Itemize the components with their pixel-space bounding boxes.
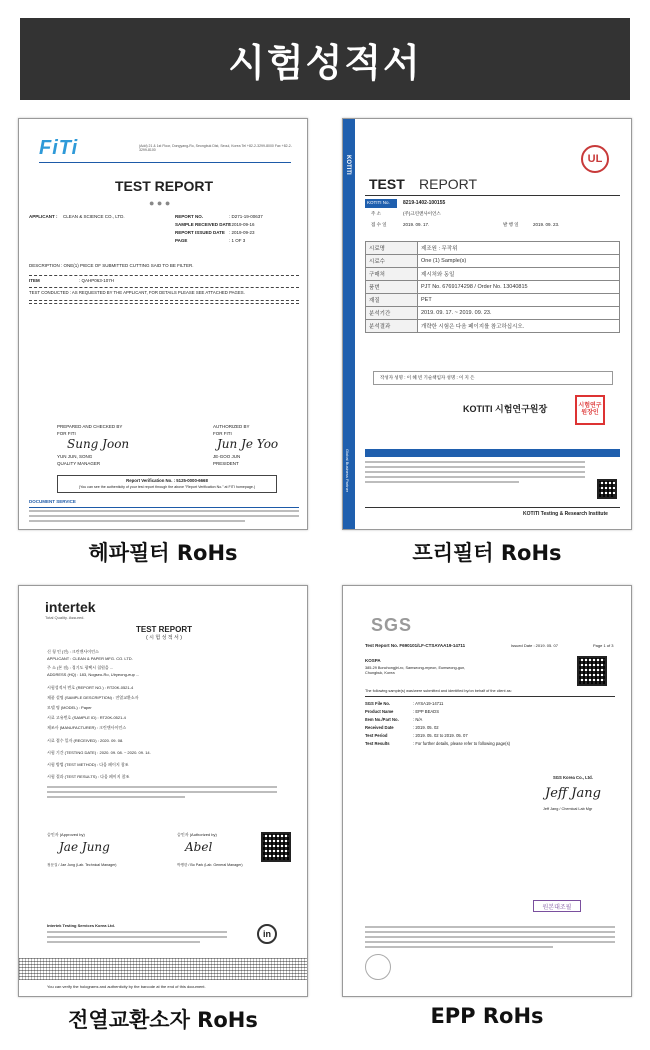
info-row: 시험 결과 (TEST RESULTS) : 다음 페이지 참조 — [47, 774, 130, 779]
qr-code — [261, 832, 291, 862]
approved-signature: Jae Jung — [59, 840, 110, 854]
field-value: : 1 OF 3 — [229, 238, 246, 243]
field-label: REPORT NO. — [175, 214, 204, 219]
contact-lines — [365, 461, 585, 486]
tagline: Total Quality. Assured. — [45, 615, 85, 620]
intertek-mark-icon: in — [257, 924, 277, 944]
info-row: 주 소 (본 점) : 경기도 평택시 칠원읍 ... — [47, 665, 114, 670]
seal-name: KOTITI 시험연구원장 — [463, 404, 548, 414]
hepa-filter-report[interactable] — [18, 118, 308, 530]
prefilter-report[interactable] — [342, 118, 632, 530]
hologram-strip — [19, 958, 308, 980]
disclaimer — [365, 926, 615, 951]
footer-note: You can verify the holograms and authenticity by the barcode at the end of this document. — [47, 984, 206, 989]
field-value: : 2019-09-23 — [229, 230, 255, 235]
approved-label: 승인자 (Approved by) — [47, 832, 85, 837]
field-value: : N/A — [413, 717, 423, 722]
item-value: : QAHP063-107H — [79, 278, 115, 283]
auth-name: 박병한 / Bo Park (Lab. General Manager) — [177, 863, 243, 867]
info-row: 시료 접수 일자 (RECEIVED) : 2020. 09. 08. — [47, 738, 124, 743]
caption-hepa: 헤파필터 RoHs — [88, 541, 238, 565]
report-no: Test Report No. F690101/LF-CTSAYAA19-14711 — [365, 643, 466, 648]
report-title: TEST REPORT — [135, 625, 192, 634]
company-address — [47, 931, 227, 946]
epp-report[interactable] — [342, 585, 632, 997]
report-title-a: TEST — [369, 176, 405, 192]
field-label: SGS File No. — [365, 701, 391, 706]
dots: ● ● ● — [149, 198, 171, 208]
caption-epp: EPP RoHs — [430, 1004, 544, 1028]
auth-label: 승인자 (Authorized by) — [177, 832, 217, 837]
applicant-value: CLEAN & SCIENCE CO., LTD. — [63, 214, 125, 219]
side-small: Global Business Partner — [345, 449, 350, 493]
signature-row: 작성자 성명 : 이 혜 빈 기술책임자 성명 : 이 지 은 — [373, 371, 613, 385]
ul-logo: UL — [581, 145, 609, 173]
field-label: Received Date — [365, 725, 394, 730]
info-row: 시험성적서 번호 (REPORT NO.) : RT20K-0521-4 — [47, 685, 134, 690]
field-value: : For further details, please refer to following page(s) — [413, 741, 511, 746]
report-no: 8219-1402-100155 — [403, 200, 446, 206]
qr-code — [577, 656, 607, 686]
info-row: APPLICANT : CLEAN & PAPER MFG. CO. LTD. — [47, 656, 133, 661]
fine-print — [29, 510, 299, 525]
heat-exchange-report[interactable] — [18, 585, 308, 997]
report-title: TEST REPORT — [114, 178, 213, 194]
received-date: 2019. 09. 17. — [403, 222, 430, 227]
prepared-for: FOR FITI — [57, 431, 76, 436]
auth-signature: Abel — [185, 840, 213, 854]
report-no-label: KOTITI No. — [367, 200, 390, 205]
issue-date: 2019. 09. 23. — [533, 222, 560, 227]
original-verified-stamp: 원본대조필 — [533, 900, 581, 912]
red-seal-stamp: 시험연구원장인 — [575, 395, 605, 425]
prepared-name: YUN JUN, SONG — [57, 454, 93, 459]
field-value: : AYSA19-14711 — [413, 701, 444, 706]
page-header — [20, 18, 630, 100]
field-value: : 2019-09-16 — [229, 222, 255, 227]
date-label: 접 수 일 — [371, 222, 387, 227]
field-label: SAMPLE RECEIVED DATE — [175, 222, 232, 227]
applicant: (주)크린앤사이언스 — [403, 211, 441, 216]
info-row: 제품 설명 (SAMPLE DESCRIPTION) : 전열교환소자 — [47, 695, 139, 700]
sgs-seal-icon — [365, 954, 391, 980]
page-number: Page 1 of 3 — [593, 643, 614, 648]
institute-footer: KOTITI Testing & Research Institute — [523, 511, 608, 517]
sgs-korea: SGS Korea Co., Ltd. — [553, 775, 593, 780]
document-service-label: DOCUMENT SERVICE — [29, 499, 76, 504]
info-row: 시험 기간 (TESTING DATE) : 2020. 09. 08. ~ 2020. 09. 14. — [47, 750, 151, 755]
info-row: ADDRESS (HQ) : 183, Nogseo-Ro, Uiryeong-eup ... — [47, 672, 140, 677]
test-conducted: TEST CONDUCTED : AS REQUESTED BY THE APPLICANT, FOR DETAILS PLEASE SEE ATTACHED PAGES. — [29, 290, 245, 295]
company-name: Intertek Testing Services Korea Ltd. — [47, 923, 115, 928]
auth-name: JE-GOO JUN — [213, 454, 241, 459]
signatory: Jeff Jang / Chemical Lab Mgr — [543, 807, 593, 811]
applicant-label: 주 소 — [371, 211, 381, 216]
info-row: 신 청 인 (전) : 크린앤사이언스 — [47, 649, 99, 654]
qr-code — [597, 479, 617, 499]
page-title: 시험성적서 — [228, 40, 422, 85]
field-label: PAGE — [175, 238, 188, 243]
intertek-logo: intertek — [45, 599, 96, 615]
field-label: Test Period — [365, 733, 388, 738]
info-row: 시험 방법 (TEST METHOD) : 다음 페이지 참조 — [47, 762, 129, 767]
auth-for: FOR FITI — [213, 431, 232, 436]
caption-heat-exchange: 전열교환소자 RoHs — [68, 1008, 258, 1032]
info-row: 시료 고유번호 (SAMPLE ID) : RT20K-0521-4 — [47, 715, 126, 720]
side-logo: KOTITI — [345, 155, 351, 175]
prepared-title: QUALITY MANAGER — [57, 461, 101, 466]
prepared-label: PREPARED AND CHECKED BY — [57, 424, 123, 429]
auth-signature: Jun Je Yoo — [217, 437, 279, 451]
auth-label: AUTHORIZED BY — [213, 424, 250, 429]
field-value: : D271-19-00637 — [229, 214, 263, 219]
sgs-logo: SGS — [371, 615, 413, 635]
auth-title: PRESIDENT — [213, 461, 239, 466]
field-value: : 2019. 05. 02 — [413, 725, 439, 730]
field-label: REPORT ISSUED DATE — [175, 230, 225, 235]
issue-label: 발 행 일 — [503, 222, 519, 227]
sample-info-table: 시료명 제조원 : 무작위 시료수 One (1) Sample(s) 구매처 제시처와 동일 품번 PJT No. 6769174298 / Order No. 13040815 재질 PET 분석기간 2019. 09. 17. ~ 2019. 09. 23. 분석결과 개략한 시험은 다음 페이지를 참고하십시오. — [365, 241, 620, 333]
description: DESCRIPTION : ONE(1) PIECE OF SUBMITTED CUTTING SAID TO BE FILTER. — [29, 263, 194, 268]
fiti-logo: FiTi — [39, 137, 79, 159]
remarks — [47, 786, 277, 801]
intro-text: The following sample(s) was/were submitted and identified by/on behalf of the client as: — [365, 689, 512, 693]
item-label: ITEM — [29, 278, 40, 283]
applicant-label: APPLICANT : — [29, 214, 58, 219]
info-row: 제조사 (MANUFACTURER) : 크린앤사이언스 — [47, 725, 127, 730]
report-title-b: REPORT — [419, 176, 478, 192]
client-company: KOSPA — [365, 658, 381, 663]
field-value: : EPP BEADS — [413, 709, 439, 714]
issued-date: Issued Date : 2019. 05. 07 — [511, 643, 558, 648]
signature: Jeff Jang — [545, 786, 601, 801]
approved-name: 정문걸 / Jae Jung (Lab. Technical Manager) — [47, 863, 117, 867]
field-label: Product Name — [365, 709, 394, 714]
field-label: Item No./Part No. — [365, 717, 399, 722]
verification-box: Report Verification No. : 5125-0000-6668 (You can see the authenticity of your test report through the above "Report Verification No." at FITI homepage.) — [57, 475, 277, 493]
field-value: : 2019. 05. 02 to 2019. 05. 07 — [413, 733, 468, 738]
client-address: 385-29 Bonchongjiri-ro, Samseong-myeon, Eumseong-gun, Chungbuk, Korea — [365, 666, 466, 675]
field-label: Test Results — [365, 741, 390, 746]
prepared-signature: Sung Joon — [67, 437, 130, 451]
address-text: (Add) 21 & 1st Floor, Dongyang-Ro, Seongbuk Dist, Seoul, Korea Tel +82-2-3299-8000 Fax +82-2-3299-8100 — [139, 144, 292, 152]
caption-prefilter: 프리필터 RoHs — [412, 541, 562, 565]
report-subtitle: ( 시 험 성 적 서 ) — [146, 635, 182, 641]
info-row: 모델 명 (MODEL) : Paper — [47, 705, 92, 710]
